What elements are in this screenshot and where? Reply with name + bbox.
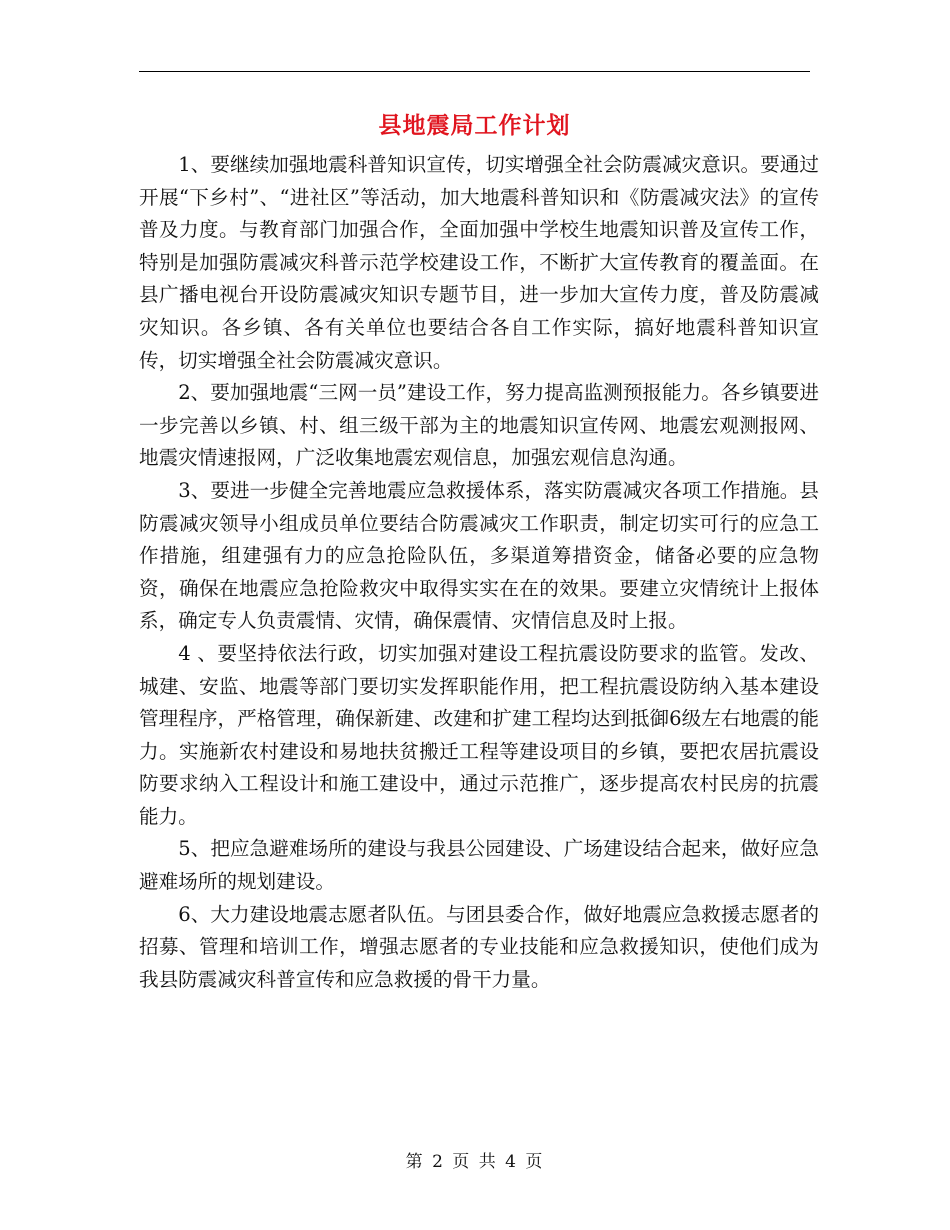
paragraph-1: 1、要继续加强地震科普知识宣传，切实增强全社会防震减灾意识。要通过开展“下乡村”、“进社区”等活动，加大地震科普知识和《防震减灾法》的宣传普及力度。与教育部门加强合作，全面加强中学校生地震知识普及宣传工作，特别是加强防震减灾科普示范学校建设工作，不断扩大宣传教育的覆盖面。在县广播电视台开设防震减灾知识专题节目，进一步加大宣传力度，普及防震减灾知识。各乡镇、各有关单位也要结合各自工作实际，搞好地震科普知识宣传，切实增强全社会防震减灾意识。 <box>139 153 819 372</box>
document-body <box>139 149 819 996</box>
header-rule <box>139 71 810 72</box>
paragraph-3: 3、要进一步健全完善地震应急救援体系，落实防震减灾各项工作措施。县防震减灾领导小组成员单位要结合防震减灾工作职责，制定切实可行的应急工作措施，组建强有力的应急抢险队伍，多渠道筹措资金，储备必要的应急物资，确保在地震应急抢险救灾中取得实实在在的效果。要建立灾情统计上报体系，确定专人负责震情、灾情，确保震情、灾情信息及时上报。 <box>139 478 819 633</box>
document-title: 县地震局工作计划 <box>378 112 571 139</box>
page-number-footer: 第 2 页 共 4 页 <box>405 1152 545 1172</box>
paragraph-2: 2、要加强地震“三网一员”建设工作，努力提高监测预报能力。各乡镇要进一步完善以乡镇、村、组三级干部为主的地震知识宣传网、地震宏观测报网、地震灾情速报网，广泛收集地震宏观信息，加强宏观信息沟通。 <box>139 381 819 470</box>
paragraph-4: 4 、要坚持依法行政，切实加强对建设工程抗震设防要求的监管。发改、城建、安监、地震等部门要切实发挥职能作用，把工程抗震设防纳入基本建设管理程序，严格管理，确保新建、改建和扩建工程均达到抵御6级左右地震的能力。实施新农村建设和易地扶贫搬迁工程等建设项目的乡镇，要把农居抗震设防要求纳入工程设计和施工建设中，通过示范推广，逐步提高农村民房的抗震能力。 <box>139 641 819 828</box>
paragraph-5: 5、把应急避难场所的建设与我县公园建设、广场建设结合起来，做好应急避难场所的规划建设。 <box>139 837 819 894</box>
paragraph-6: 6、大力建设地震志愿者队伍。与团县委合作，做好地震应急救援志愿者的招募、管理和培训工作，增强志愿者的专业技能和应急救援知识，使他们成为我县防震减灾科普宣传和应急救援的骨干力量。 <box>139 902 819 991</box>
